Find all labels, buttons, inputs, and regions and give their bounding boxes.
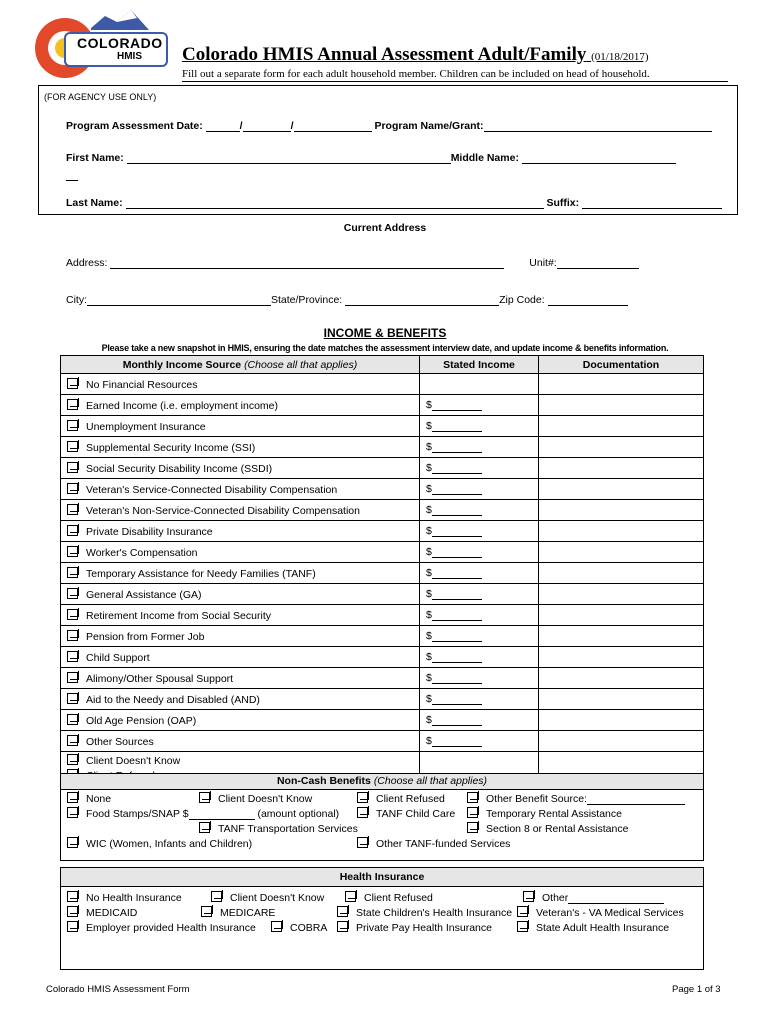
colorado-hmis-logo bbox=[33, 8, 169, 80]
stated-income-cell bbox=[420, 563, 539, 584]
table-row bbox=[61, 563, 704, 584]
stated-income-field[interactable] bbox=[432, 546, 482, 558]
food-dollar: $ bbox=[182, 808, 189, 820]
checkbox-income-source[interactable] bbox=[67, 714, 78, 725]
health-refused-label: Client Refused bbox=[364, 892, 433, 904]
name-row bbox=[66, 151, 676, 164]
stated-income-field[interactable] bbox=[432, 588, 482, 600]
last-name-row bbox=[66, 196, 722, 209]
income-source-label: Private Disability Insurance bbox=[86, 525, 213, 538]
logo-text-hmis: HMIS bbox=[117, 51, 142, 62]
income-source-cell bbox=[61, 710, 420, 731]
noncash-refused-label: Client Refused bbox=[376, 793, 445, 805]
stated-income-field[interactable] bbox=[432, 651, 482, 663]
income-source-label: Earned Income (i.e. employment income) bbox=[86, 399, 278, 412]
checkbox-income-source[interactable] bbox=[67, 693, 78, 704]
dollar-sign: $ bbox=[426, 504, 432, 516]
documentation-cell[interactable] bbox=[539, 626, 704, 647]
checkbox-income-source[interactable] bbox=[67, 672, 78, 683]
checkbox-medicare[interactable] bbox=[201, 906, 212, 917]
checkbox-other-benefit[interactable] bbox=[467, 792, 478, 803]
private-pay-label: Private Pay Health Insurance bbox=[356, 922, 492, 934]
no-financial-label: No Financial Resources bbox=[86, 378, 198, 391]
dollar-sign: $ bbox=[426, 714, 432, 726]
stated-income-field[interactable] bbox=[432, 714, 482, 726]
income-source-cell bbox=[61, 584, 420, 605]
documentation-cell[interactable] bbox=[539, 500, 704, 521]
income-source-label: Temporary Assistance for Needy Families (TANF) bbox=[86, 567, 316, 580]
table-row bbox=[61, 479, 704, 500]
last-name-field[interactable] bbox=[126, 196, 544, 209]
checkbox-noncash-dont-know[interactable] bbox=[199, 792, 210, 803]
dollar-sign: $ bbox=[426, 399, 432, 411]
subtitle: Fill out a separate form for each adult household member. Children can be included on head of household. bbox=[182, 68, 650, 80]
documentation-cell[interactable] bbox=[539, 605, 704, 626]
income-source-cell bbox=[61, 626, 420, 647]
stated-income-cell bbox=[420, 689, 539, 710]
dollar-sign: $ bbox=[426, 441, 432, 453]
table-row bbox=[61, 584, 704, 605]
checkbox-income-source[interactable] bbox=[67, 651, 78, 662]
food-stamps-label: Food Stamps/SNAP bbox=[86, 808, 180, 820]
income-source-cell bbox=[61, 437, 420, 458]
noncash-heading bbox=[61, 774, 703, 790]
checkbox-section8[interactable] bbox=[467, 822, 478, 833]
other-benefit-field[interactable] bbox=[587, 792, 685, 805]
dollar-sign: $ bbox=[426, 546, 432, 558]
checkbox-income-source[interactable] bbox=[67, 399, 78, 410]
middle-name-label: Middle Name: bbox=[450, 152, 519, 164]
col-monthly-income-source bbox=[61, 356, 420, 374]
stated-income-cell bbox=[420, 626, 539, 647]
income-source-label: Aid to the Needy and Disabled (AND) bbox=[86, 693, 260, 706]
schip-label: State Children's Health Insurance bbox=[356, 907, 513, 919]
health-insurance-section bbox=[60, 867, 704, 970]
title-date: (01/18/2017) bbox=[591, 51, 649, 63]
state-label: State/Province: bbox=[271, 294, 343, 306]
documentation-cell[interactable] bbox=[539, 710, 704, 731]
table-row bbox=[61, 500, 704, 521]
income-source-label: Old Age Pension (OAP) bbox=[86, 714, 197, 727]
footer-page-number: Page 1 of 3 bbox=[672, 984, 721, 995]
noncash-benefits-section bbox=[60, 773, 704, 861]
unit-field[interactable] bbox=[557, 256, 639, 269]
checkbox-noncash-refused[interactable] bbox=[357, 792, 368, 803]
program-date-month-field[interactable] bbox=[206, 119, 240, 132]
dollar-sign: $ bbox=[426, 420, 432, 432]
income-source-cell bbox=[61, 521, 420, 542]
address-label: Address: bbox=[66, 257, 108, 269]
health-dont-know-label: Client Doesn't Know bbox=[230, 892, 325, 904]
table-row bbox=[61, 374, 704, 395]
checkbox-employer[interactable] bbox=[67, 921, 78, 932]
table-row bbox=[61, 437, 704, 458]
checkbox-no-health[interactable] bbox=[67, 891, 78, 902]
documentation-cell[interactable] bbox=[539, 437, 704, 458]
table-row bbox=[61, 626, 704, 647]
income-table-header bbox=[61, 356, 704, 374]
income-dont-know-label: Client Doesn't Know bbox=[86, 755, 181, 767]
income-source-cell bbox=[61, 395, 420, 416]
documentation-cell[interactable] bbox=[539, 731, 704, 752]
checkbox-tanf-transport[interactable] bbox=[199, 822, 210, 833]
income-instruction: Please take a new snapshot in HMIS, ensuring the date matches the assessment interview date, and update income & benefits information. bbox=[101, 343, 669, 353]
documentation-cell[interactable] bbox=[539, 521, 704, 542]
footer-form-name: Colorado HMIS Assessment Form bbox=[46, 984, 190, 995]
checkbox-temp-rental[interactable] bbox=[467, 807, 478, 818]
stated-income-field[interactable] bbox=[432, 483, 482, 495]
checkbox-state-adult[interactable] bbox=[517, 921, 528, 932]
tanf-child-label: TANF Child Care bbox=[376, 808, 456, 820]
stated-income-field[interactable] bbox=[432, 567, 482, 579]
table-row bbox=[61, 458, 704, 479]
stated-income-field[interactable] bbox=[432, 504, 482, 516]
documentation-cell[interactable] bbox=[539, 563, 704, 584]
suffix-field[interactable] bbox=[582, 196, 722, 209]
stated-income-cell bbox=[420, 521, 539, 542]
table-row bbox=[61, 542, 704, 563]
stated-income-cell bbox=[420, 710, 539, 731]
col-documentation: Documentation bbox=[539, 356, 704, 374]
noncash-heading-note: (Choose all that applies) bbox=[373, 775, 488, 787]
stated-income-cell bbox=[420, 458, 539, 479]
table-row bbox=[61, 731, 704, 752]
health-other-label: Other bbox=[542, 892, 569, 904]
documentation-cell[interactable] bbox=[539, 542, 704, 563]
income-source-label: Other Sources bbox=[86, 735, 154, 748]
table-row bbox=[61, 605, 704, 626]
checkbox-no-financial[interactable] bbox=[67, 378, 78, 389]
table-row bbox=[61, 668, 704, 689]
program-date-day-field[interactable] bbox=[243, 119, 291, 132]
documentation-cell[interactable] bbox=[539, 668, 704, 689]
checkbox-other-tanf[interactable] bbox=[357, 837, 368, 848]
checkbox-income-dont-know[interactable] bbox=[67, 754, 78, 765]
income-source-label: Alimony/Other Spousal Support bbox=[86, 672, 234, 685]
food-amount-field[interactable] bbox=[189, 807, 255, 820]
amount-optional-label: (amount optional) bbox=[257, 808, 340, 820]
stated-income-cell bbox=[420, 647, 539, 668]
checkbox-income-source[interactable] bbox=[67, 483, 78, 494]
checkbox-va-medical[interactable] bbox=[517, 906, 528, 917]
program-grant-label: Program Name/Grant: bbox=[374, 120, 484, 132]
checkbox-cobra[interactable] bbox=[271, 921, 282, 932]
documentation-cell[interactable] bbox=[539, 689, 704, 710]
stated-income-field[interactable] bbox=[432, 441, 482, 453]
last-name-label: Last Name: bbox=[66, 197, 123, 209]
income-source-label: Social Security Disability Income (SSDI) bbox=[86, 462, 273, 475]
dollar-sign: $ bbox=[426, 651, 432, 663]
stated-income-field[interactable] bbox=[432, 399, 482, 411]
program-date-label: Program Assessment Date: bbox=[66, 120, 203, 132]
section8-label: Section 8 or Rental Assistance bbox=[486, 823, 629, 835]
state-field[interactable] bbox=[345, 293, 499, 306]
documentation-cell[interactable] bbox=[539, 479, 704, 500]
zip-field[interactable] bbox=[548, 293, 628, 306]
checkbox-health-dont-know[interactable] bbox=[211, 891, 222, 902]
checkbox-income-source[interactable] bbox=[67, 546, 78, 557]
checkbox-income-source[interactable] bbox=[67, 462, 78, 473]
income-source-cell bbox=[61, 605, 420, 626]
other-tanf-label: Other TANF-funded Services bbox=[376, 838, 511, 850]
income-source-cell bbox=[61, 500, 420, 521]
middle-name-field[interactable] bbox=[522, 151, 676, 164]
stated-blank-cell bbox=[420, 374, 539, 395]
table-row bbox=[61, 689, 704, 710]
income-source-label: General Assistance (GA) bbox=[86, 588, 202, 601]
documentation-cell[interactable] bbox=[539, 395, 704, 416]
dollar-sign: $ bbox=[426, 609, 432, 621]
temp-rental-label: Temporary Rental Assistance bbox=[486, 808, 622, 820]
income-source-label: Unemployment Insurance bbox=[86, 420, 206, 433]
checkbox-income-source[interactable] bbox=[67, 609, 78, 620]
medicare-label: MEDICARE bbox=[220, 907, 276, 919]
logo-text-colorado: COLORADO bbox=[77, 35, 163, 51]
program-grant-field[interactable] bbox=[484, 119, 712, 132]
dollar-sign: $ bbox=[426, 630, 432, 642]
income-source-label: Pension from Former Job bbox=[86, 630, 205, 643]
dollar-sign: $ bbox=[426, 567, 432, 579]
documentation-cell[interactable] bbox=[539, 458, 704, 479]
documentation-cell[interactable] bbox=[539, 647, 704, 668]
table-row bbox=[61, 395, 704, 416]
stated-income-field[interactable] bbox=[432, 525, 482, 537]
income-rows bbox=[61, 395, 704, 752]
income-source-label: Supplemental Security Income (SSI) bbox=[86, 441, 256, 454]
income-source-cell bbox=[61, 668, 420, 689]
stated-income-cell bbox=[420, 395, 539, 416]
dollar-sign: $ bbox=[426, 588, 432, 600]
stated-income-cell bbox=[420, 416, 539, 437]
agency-label: (FOR AGENCY USE ONLY) bbox=[44, 92, 157, 102]
checkbox-private-pay[interactable] bbox=[337, 921, 348, 932]
income-source-label: Veteran's Service-Connected Disability Compensation bbox=[86, 483, 338, 496]
col-source-note: (Choose all that applies) bbox=[244, 358, 358, 371]
no-financial-cell bbox=[61, 374, 420, 395]
state-adult-label: State Adult Health Insurance bbox=[536, 922, 670, 934]
checkbox-health-refused[interactable] bbox=[345, 891, 356, 902]
income-source-cell bbox=[61, 563, 420, 584]
va-medical-label: Veteran's - VA Medical Services bbox=[536, 907, 684, 919]
medicaid-label: MEDICAID bbox=[86, 907, 138, 919]
doc-blank-cell bbox=[539, 374, 704, 395]
page-title bbox=[182, 44, 649, 66]
table-row bbox=[61, 416, 704, 437]
stated-income-cell bbox=[420, 437, 539, 458]
title-divider bbox=[182, 81, 728, 82]
table-row bbox=[61, 647, 704, 668]
checkbox-tanf-child-care[interactable] bbox=[357, 807, 368, 818]
checkbox-noncash-none[interactable] bbox=[67, 792, 78, 803]
first-name-field[interactable] bbox=[127, 151, 451, 164]
stated-income-field[interactable] bbox=[432, 693, 482, 705]
checkbox-income-source[interactable] bbox=[67, 420, 78, 431]
address-row bbox=[66, 256, 639, 269]
first-name-label: First Name: bbox=[66, 152, 124, 164]
checkbox-income-source[interactable] bbox=[67, 735, 78, 746]
dollar-sign: $ bbox=[426, 693, 432, 705]
stated-income-cell bbox=[420, 584, 539, 605]
table-row bbox=[61, 710, 704, 731]
table-row bbox=[61, 521, 704, 542]
income-table bbox=[60, 355, 704, 789]
income-source-label: Veteran's Non-Service-Connected Disability Compensation bbox=[86, 504, 360, 517]
income-source-cell bbox=[61, 542, 420, 563]
stated-income-cell bbox=[420, 731, 539, 752]
noncash-dont-know-label: Client Doesn't Know bbox=[218, 793, 313, 805]
col-source-label: Monthly Income Source bbox=[122, 358, 242, 371]
employer-label: Employer provided Health Insurance bbox=[86, 922, 256, 934]
checkbox-income-source[interactable] bbox=[67, 525, 78, 536]
income-source-cell bbox=[61, 689, 420, 710]
income-source-cell bbox=[61, 416, 420, 437]
dollar-sign: $ bbox=[426, 525, 432, 537]
income-source-label: Child Support bbox=[86, 651, 150, 664]
checkbox-income-source[interactable] bbox=[67, 441, 78, 452]
address-field[interactable] bbox=[110, 256, 504, 269]
col-stated-income: Stated Income bbox=[420, 356, 539, 374]
stated-income-field[interactable] bbox=[432, 630, 482, 642]
cobra-label: COBRA bbox=[290, 922, 328, 934]
title-text: Colorado HMIS Annual Assessment Adult/Family bbox=[182, 44, 587, 65]
unit-label: Unit#: bbox=[529, 257, 557, 269]
wic-label: WIC (Women, Infants and Children) bbox=[86, 838, 253, 850]
program-row: Program Assessment Date: / / Program Name/Grant: bbox=[66, 119, 712, 132]
stated-income-field[interactable] bbox=[432, 735, 482, 747]
documentation-cell[interactable] bbox=[539, 416, 704, 437]
stated-income-field[interactable] bbox=[432, 672, 482, 684]
income-source-cell bbox=[61, 731, 420, 752]
checkbox-income-source[interactable] bbox=[67, 588, 78, 599]
noncash-heading-label: Non-Cash Benefits bbox=[276, 775, 371, 787]
documentation-cell[interactable] bbox=[539, 584, 704, 605]
checkbox-income-source[interactable] bbox=[67, 630, 78, 641]
zip-label: Zip Code: bbox=[499, 294, 545, 306]
checkbox-schip[interactable] bbox=[337, 906, 348, 917]
noncash-none-label: None bbox=[86, 793, 112, 805]
stated-income-cell bbox=[420, 500, 539, 521]
suffix-label: Suffix: bbox=[546, 197, 580, 209]
tanf-transport-label: TANF Transportation Services bbox=[218, 823, 358, 835]
checkbox-income-source[interactable] bbox=[67, 567, 78, 578]
checkbox-income-source[interactable] bbox=[67, 504, 78, 515]
dollar-sign: $ bbox=[426, 462, 432, 474]
city-row bbox=[66, 293, 628, 306]
dollar-sign: $ bbox=[426, 735, 432, 747]
checkbox-medicaid[interactable] bbox=[67, 906, 78, 917]
dollar-sign: $ bbox=[426, 483, 432, 495]
stated-income-cell bbox=[420, 479, 539, 500]
checkbox-food-stamps[interactable] bbox=[67, 807, 78, 818]
income-source-label: Retirement Income from Social Security bbox=[86, 609, 271, 622]
city-field[interactable] bbox=[87, 293, 271, 306]
income-source-cell bbox=[61, 458, 420, 479]
stated-income-field[interactable] bbox=[432, 420, 482, 432]
stated-income-cell bbox=[420, 668, 539, 689]
income-source-cell bbox=[61, 647, 420, 668]
middle-name-continuation bbox=[66, 180, 78, 181]
health-other-field[interactable] bbox=[568, 891, 664, 904]
health-heading: Health Insurance bbox=[61, 868, 703, 887]
income-source-cell bbox=[61, 479, 420, 500]
income-benefits-heading: INCOME & BENEFITS bbox=[323, 326, 447, 340]
checkbox-wic[interactable] bbox=[67, 837, 78, 848]
income-source-label: Worker's Compensation bbox=[86, 546, 198, 559]
stated-income-field[interactable] bbox=[432, 462, 482, 474]
no-health-label: No Health Insurance bbox=[86, 892, 182, 904]
stated-income-field[interactable] bbox=[432, 609, 482, 621]
other-benefit-label: Other Benefit Source: bbox=[486, 793, 587, 805]
checkbox-health-other[interactable] bbox=[523, 891, 534, 902]
program-date-year-field[interactable] bbox=[294, 119, 372, 132]
dollar-sign: $ bbox=[426, 672, 432, 684]
city-label: City: bbox=[66, 294, 87, 306]
stated-income-cell bbox=[420, 542, 539, 563]
current-address-heading: Current Address bbox=[343, 222, 427, 234]
stated-income-cell bbox=[420, 605, 539, 626]
